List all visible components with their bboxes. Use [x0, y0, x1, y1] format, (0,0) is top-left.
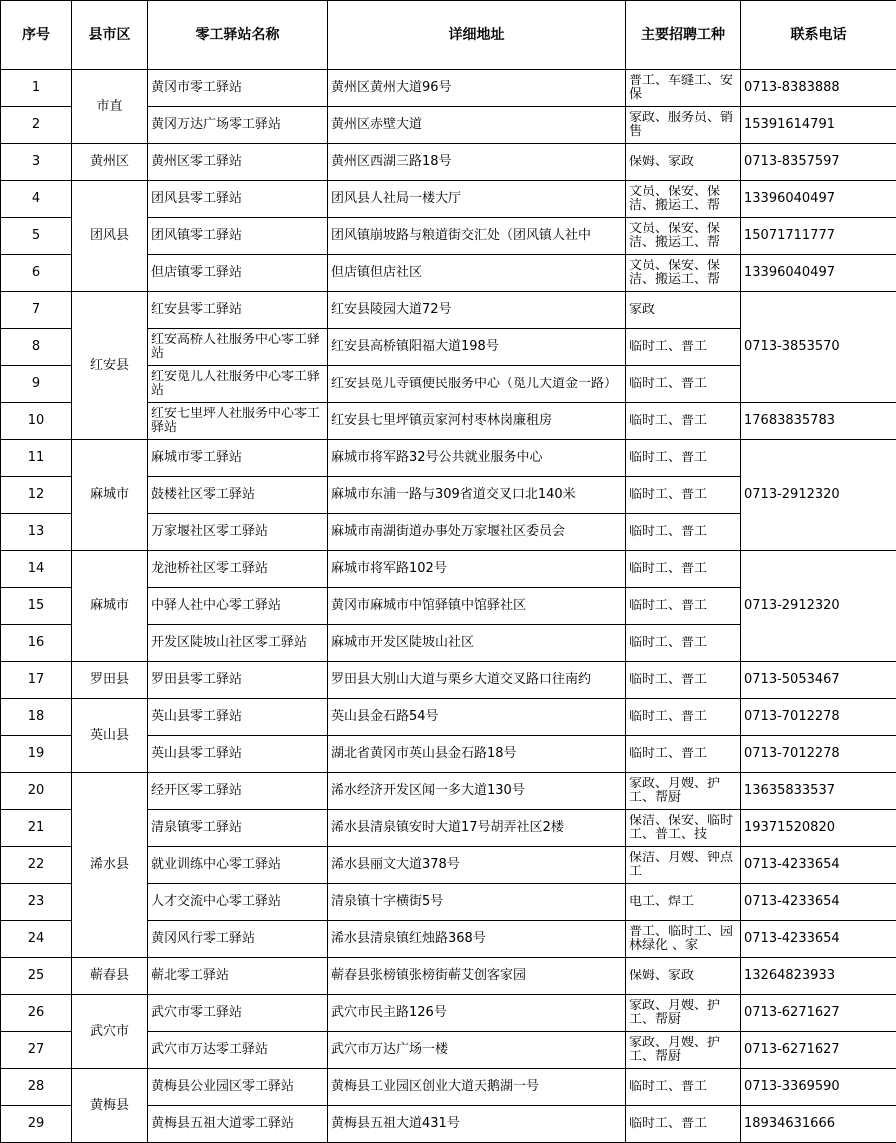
table-row: [1, 292, 896, 329]
station-address: 但店镇但店社区: [328, 255, 626, 292]
row-number: 16: [1, 625, 72, 662]
job-types: [626, 847, 741, 884]
phone-number: 15071711777: [741, 218, 896, 255]
phone-number: 0713-3369590: [741, 1069, 896, 1106]
station-address: 罗田县大别山大道与栗乡大道交叉路口往南约: [328, 662, 626, 699]
job-types-text: 家政、月嫂、护工、帮厨: [629, 777, 721, 805]
station-address: 浠水经济开发区闻一多大道130号: [328, 773, 626, 810]
station-name: 黄梅县五祖大道零工驿站: [148, 1106, 328, 1143]
job-types: [626, 181, 741, 218]
job-types: [626, 1069, 741, 1106]
row-number: 17: [1, 662, 72, 699]
table-row: [1, 181, 896, 218]
station-address-text: 红安县觅儿寺镇便民服务中心（觅儿大道金一路）: [331, 377, 618, 391]
job-types-text: 临时工、普工: [629, 673, 708, 687]
station-name: 蕲北零工驿站: [148, 958, 328, 995]
phone-number: 0713-4233654: [741, 847, 896, 884]
table-row: [1, 773, 896, 810]
phone-number: 0713-4233654: [741, 921, 896, 958]
job-types: [626, 884, 741, 921]
station-name: 就业训练中心零工驿站: [148, 847, 328, 884]
phone-number: 0713-7012278: [741, 736, 896, 773]
row-number: 7: [1, 292, 72, 329]
row-number: 25: [1, 958, 72, 995]
job-types: [626, 366, 741, 403]
station-name: 龙池桥社区零工驿站: [148, 551, 328, 588]
header-county: 县市区: [72, 1, 148, 70]
county-cell: 团风县: [72, 181, 148, 292]
station-address: [328, 366, 626, 403]
header-row: [1, 1, 896, 70]
phone-number: 0713-7012278: [741, 699, 896, 736]
job-types-text: 普工、临时工、园林绿化 、家: [629, 925, 734, 953]
station-address: 黄州区赤壁大道: [328, 107, 626, 144]
header-phone: 联系电话: [741, 1, 896, 70]
station-address: 麻城市将军路102号: [328, 551, 626, 588]
station-address: 红安县高桥镇阳福大道198号: [328, 329, 626, 366]
station-address: 麻城市将军路32号公共就业服务中心: [328, 440, 626, 477]
job-types: [626, 995, 741, 1032]
table-row: [1, 995, 896, 1032]
job-types-text: 临时工、普工: [629, 525, 708, 539]
phone-number: 18934631666: [741, 1106, 896, 1143]
phone-number: 13396040497: [741, 255, 896, 292]
phone-number: 0713-8383888: [741, 70, 896, 107]
job-types: [626, 255, 741, 292]
phone-number: 15391614791: [741, 107, 896, 144]
county-cell: 武穴市: [72, 995, 148, 1069]
row-number: 24: [1, 921, 72, 958]
job-types: [626, 736, 741, 773]
row-number: 20: [1, 773, 72, 810]
county-cell: 麻城市: [72, 551, 148, 662]
row-number: 12: [1, 477, 72, 514]
job-types-text: 临时工、普工: [629, 747, 708, 761]
station-address: 麻城市南湖街道办事处万家堰社区委员会: [328, 514, 626, 551]
row-number: 9: [1, 366, 72, 403]
station-address: 黄梅县工业园区创业大道天鹅湖一号: [328, 1069, 626, 1106]
job-types: [626, 70, 741, 107]
row-number: 26: [1, 995, 72, 1032]
job-types-text: 临时工、普工: [629, 377, 708, 391]
job-types-text: 家政、月嫂、护工、帮厨: [629, 999, 721, 1027]
job-types-text: 保姆、家政: [629, 969, 695, 983]
row-number: 28: [1, 1069, 72, 1106]
job-types-text: 临时工、普工: [629, 710, 708, 724]
station-address: 黄梅县五祖大道431号: [328, 1106, 626, 1143]
job-types: [626, 292, 741, 329]
job-types-text: 保洁、保安、临时工、普工、技: [629, 814, 734, 842]
phone-number: 0713-2912320: [741, 440, 896, 551]
station-address: 团风镇崩坡路与粮道街交汇处（团风镇人社中: [328, 218, 626, 255]
station-address: 黄州区黄州大道96号: [328, 70, 626, 107]
station-name: 开发区陡坡山社区零工驿站: [148, 625, 328, 662]
station-name: 但店镇零工驿站: [148, 255, 328, 292]
header-address: 详细地址: [328, 1, 626, 70]
station-name: 鼓楼社区零工驿站: [148, 477, 328, 514]
row-number: 3: [1, 144, 72, 181]
job-types: [626, 329, 741, 366]
station-name: [148, 366, 328, 403]
job-types-text: 文员、保安、保洁、搬运工、帮: [629, 259, 721, 287]
table-row: [1, 440, 896, 477]
row-number: 27: [1, 1032, 72, 1069]
station-address: 武穴市民主路126号: [328, 995, 626, 1032]
job-types-text: 家政、服务员、销售: [629, 111, 734, 139]
row-number: 14: [1, 551, 72, 588]
phone-number: 0713-3853570: [741, 292, 896, 403]
job-types-text: 电工、焊工: [629, 895, 695, 909]
job-types-text: 临时工、普工: [629, 340, 708, 354]
job-types-text: 家政: [629, 303, 656, 317]
job-types: [626, 1032, 741, 1069]
phone-number: 17683835783: [741, 403, 896, 440]
table-row: [1, 958, 896, 995]
job-types: [626, 403, 741, 440]
job-types-text: 保洁、月嫂、钟点工: [629, 851, 734, 879]
station-address: 浠水县丽文大道378号: [328, 847, 626, 884]
county-cell: 蕲春县: [72, 958, 148, 995]
row-number: 8: [1, 329, 72, 366]
job-types: [626, 588, 741, 625]
header-seq: 序号: [1, 1, 72, 70]
county-cell: 英山县: [72, 699, 148, 773]
station-name: 黄冈市零工驿站: [148, 70, 328, 107]
job-types: [626, 1106, 741, 1143]
job-types-text: 临时工、普工: [629, 414, 708, 428]
station-address: 蕲春县张榜镇张榜街蕲艾创客家园: [328, 958, 626, 995]
station-name: 麻城市零工驿站: [148, 440, 328, 477]
job-types: [626, 625, 741, 662]
job-types: [626, 107, 741, 144]
job-types-text: 临时工、普工: [629, 562, 708, 576]
job-types: [626, 958, 741, 995]
station-address: 麻城市开发区陡坡山社区: [328, 625, 626, 662]
station-name: 英山县零工驿站: [148, 699, 328, 736]
station-name: 清泉镇零工驿站: [148, 810, 328, 847]
table-row: [1, 699, 896, 736]
job-types-text: 保姆、家政: [629, 155, 695, 169]
row-number: 1: [1, 70, 72, 107]
row-number: 2: [1, 107, 72, 144]
station-address: 英山县金石路54号: [328, 699, 626, 736]
row-number: 19: [1, 736, 72, 773]
county-cell: 黄州区: [72, 144, 148, 181]
row-number: 21: [1, 810, 72, 847]
county-cell: 黄梅县: [72, 1069, 148, 1143]
county-cell: 市直: [72, 70, 148, 144]
phone-number: 0713-6271627: [741, 1032, 896, 1069]
row-number: 10: [1, 403, 72, 440]
station-name: 黄梅县公业园区零工驿站: [148, 1069, 328, 1106]
phone-number: 13635833537: [741, 773, 896, 810]
station-address: 武穴市万达广场一楼: [328, 1032, 626, 1069]
station-name: 中驿人社中心零工驿站: [148, 588, 328, 625]
station-address: 浠水县清泉镇红烛路368号: [328, 921, 626, 958]
phone-number: 0713-5053467: [741, 662, 896, 699]
station-name: 团风镇零工驿站: [148, 218, 328, 255]
job-types: [626, 218, 741, 255]
job-types: [626, 514, 741, 551]
row-number: 13: [1, 514, 72, 551]
job-types-text: 家政、月嫂、护工、帮厨: [629, 1036, 721, 1064]
station-name: 红安县零工驿站: [148, 292, 328, 329]
station-name: 罗田县零工驿站: [148, 662, 328, 699]
station-name: 团风县零工驿站: [148, 181, 328, 218]
county-cell: 红安县: [72, 292, 148, 440]
job-types-text: 临时工、普工: [629, 636, 708, 650]
row-number: 6: [1, 255, 72, 292]
station-address: 红安县七里坪镇贡家河村枣林岗廉租房: [328, 403, 626, 440]
job-types-text: 临时工、普工: [629, 1080, 708, 1094]
station-name: 万家堰社区零工驿站: [148, 514, 328, 551]
station-name: 武穴市万达零工驿站: [148, 1032, 328, 1069]
job-types: [626, 699, 741, 736]
phone-number: 0713-6271627: [741, 995, 896, 1032]
station-address: 黄州区西湖三路18号: [328, 144, 626, 181]
header-station: 零工驿站名称: [148, 1, 328, 70]
station-name-text: 红安高桥人社服务中心零工驿站: [151, 333, 321, 361]
job-types: [626, 440, 741, 477]
row-number: 23: [1, 884, 72, 921]
table-row: [1, 551, 896, 588]
job-types: [626, 662, 741, 699]
job-types: [626, 773, 741, 810]
job-types: [626, 477, 741, 514]
county-cell: 麻城市: [72, 440, 148, 551]
station-address: 浠水县清泉镇安时大道17号胡弄社区2楼: [328, 810, 626, 847]
county-cell: 浠水县: [72, 773, 148, 958]
job-types-text: 临时工、普工: [629, 488, 708, 502]
phone-number: 0713-4233654: [741, 884, 896, 921]
table-row: [1, 144, 896, 181]
station-name: 经开区零工驿站: [148, 773, 328, 810]
job-types: [626, 144, 741, 181]
table-row: [1, 662, 896, 699]
station-address: 湖北省黄冈市英山县金石路18号: [328, 736, 626, 773]
station-name: 武穴市零工驿站: [148, 995, 328, 1032]
station-address: 红安县陵园大道72号: [328, 292, 626, 329]
job-types-text: 临时工、普工: [629, 451, 708, 465]
job-types: [626, 921, 741, 958]
job-types: [626, 810, 741, 847]
row-number: 15: [1, 588, 72, 625]
row-number: 22: [1, 847, 72, 884]
station-name-text: 红安觅儿人社服务中心零工驿站: [151, 370, 321, 398]
row-number: 4: [1, 181, 72, 218]
station-address: 麻城市东浦一路与309省道交叉口北140米: [328, 477, 626, 514]
job-types-text: 临时工、普工: [629, 599, 708, 613]
station-address: 清泉镇十字横街5号: [328, 884, 626, 921]
station-address: 团风县人社局一楼大厅: [328, 181, 626, 218]
job-types-text: 文员、保安、保洁、搬运工、帮: [629, 185, 721, 213]
row-number: 29: [1, 1106, 72, 1143]
row-number: 18: [1, 699, 72, 736]
job-types: [626, 551, 741, 588]
table-row: [1, 1069, 896, 1106]
station-name: [148, 403, 328, 440]
phone-number: 13396040497: [741, 181, 896, 218]
row-number: 5: [1, 218, 72, 255]
station-name: [148, 329, 328, 366]
row-number: 11: [1, 440, 72, 477]
phone-number: 0713-2912320: [741, 551, 896, 662]
station-name: 人才交流中心零工驿站: [148, 884, 328, 921]
phone-number: 19371520820: [741, 810, 896, 847]
phone-number: 13264823933: [741, 958, 896, 995]
job-types-text: 普工、车缝工、安保: [629, 74, 734, 102]
station-name: 黄州区零工驿站: [148, 144, 328, 181]
station-name: 英山县零工驿站: [148, 736, 328, 773]
county-cell: 罗田县: [72, 662, 148, 699]
station-name: 黄冈万达广场零工驿站: [148, 107, 328, 144]
station-name: 黄冈风行零工驿站: [148, 921, 328, 958]
job-types-text: 文员、保安、保洁、搬运工、帮: [629, 222, 721, 250]
table-row: [1, 70, 896, 107]
station-address: 黄冈市麻城市中馆驿镇中馆驿社区: [328, 588, 626, 625]
station-name-text: 红安七里坪人社服务中心零工驿站: [151, 407, 321, 435]
job-types-text: 临时工、普工: [629, 1117, 708, 1131]
phone-number: 0713-8357597: [741, 144, 896, 181]
header-jobs: 主要招聘工种: [626, 1, 741, 70]
